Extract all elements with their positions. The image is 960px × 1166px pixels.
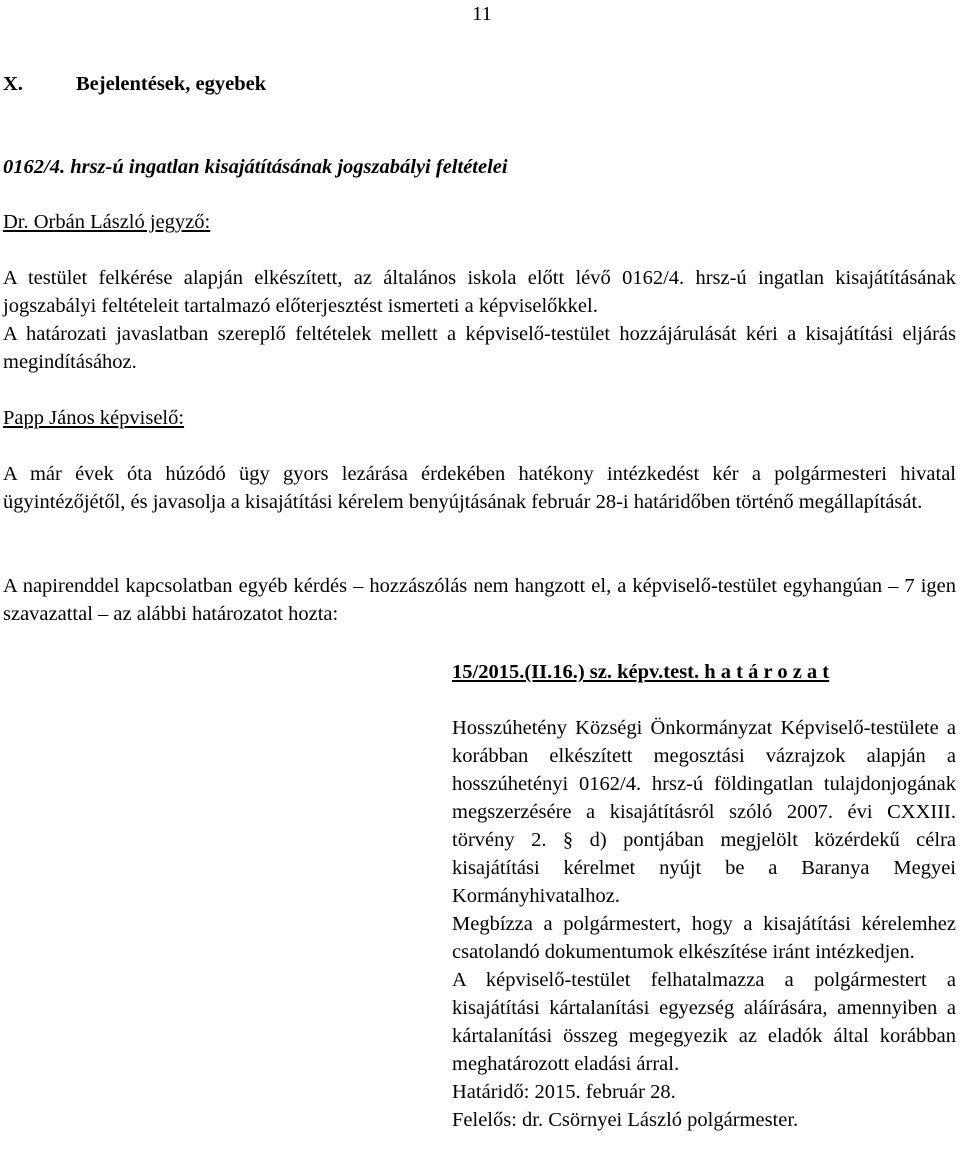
speaker-notary: Dr. Orbán László jegyző: [3,211,211,233]
resolution-paragraph: Megbízza a polgármestert, hogy a kisajátítási kérelemhez csatolandó dokumentumok elkészítése iránt intézkedjen. [452,913,956,963]
section-title: Bejelentések, egyebek [76,73,267,95]
agenda-subject: 0162/4. hrsz-ú ingatlan kisajátításának jogszabályi feltételei [3,156,508,178]
vote-statement [3,572,956,628]
section-number: X. [3,73,23,95]
notary-statement [3,264,956,376]
section-heading [3,70,266,98]
notary-statement-p1: A testület felkérése alapján elkészített, az általános iskola előtt lévő 0162/4. hrsz-ú ingatlan kisajátításának jogszabályi feltételeit tartalmazó előterjesztést ismerteti a képviselőkkel. [3,267,956,317]
representative-statement [3,460,956,516]
resolution-paragraph: A képviselő-testület felhatalmazza a polgármestert a kisajátítási kártalanítási egyezség aláírására, amennyiben a kártalanítási összeg megegyezik az eladók által korábban meghatározott eladási árral. [452,969,956,1075]
representative-statement-text: A már évek óta húzódó ügy gyors lezárása érdekében hatékony intézkedést kér a polgármesteri hivatal ügyintézőjétől, és javasolja a kisajátítási kérelem benyújtásának február 28-i határidőben történő megállapítását. [3,463,956,513]
resolution-block [452,658,956,1134]
notary-statement-p2: A határozati javaslatban szereplő feltételek mellett a képviselő-testület hozzájárulását kéri a kisajátítási eljárás megindításához. [3,323,956,373]
resolution-deadline: Határidő: 2015. február 28. [452,1081,676,1103]
page-number: 11 [472,3,492,25]
vote-statement-text: A napirenddel kapcsolatban egyéb kérdés – hozzászólás nem hangzott el, a képviselő-testület egyhangúan – 7 igen szavazattal – az alábbi határozatot hozta: [3,575,956,625]
resolution-paragraph: Hosszúhetény Községi Önkormányzat Képviselő-testülete a korábban elkészített megosztási vázrajzok alapján a hosszúhetényi 0162/4. hrsz-ú földingatlan tulajdonjogának megszerzésére a kisajátításról szóló 2007. évi CXXIII. törvény 2. § d) pontjában megjelölt közérdekű célra kisajátítási kérelmet nyújt be a Baranya Megyei Kormányhivatalhoz. [452,717,956,907]
resolution-responsible: Felelős: dr. Csörnyei László polgármester. [452,1109,799,1131]
resolution-title: 15/2015.(II.16.) sz. képv.test. h a t á r o z a t [452,661,830,683]
speaker-representative: Papp János képviselő: [3,407,185,429]
